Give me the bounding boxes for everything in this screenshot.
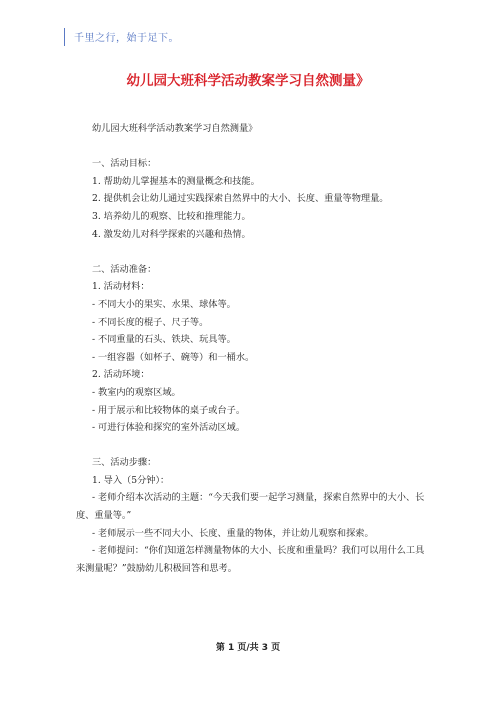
blank-line xyxy=(76,138,430,156)
list-item: - 不同大小的果实、水果、球体等。 xyxy=(92,298,236,310)
header-motto: 千里之行，始于足下。 xyxy=(74,33,179,44)
list-item: - 不同长度的棍子、尺子等。 xyxy=(92,316,209,328)
document-body xyxy=(76,120,430,577)
list-item: - 不同重量的石头、铁块、玩具等。 xyxy=(92,334,236,346)
header-divider xyxy=(64,28,65,46)
list-item: - 一组容器（如杯子、碗等）和一桶水。 xyxy=(92,351,255,363)
blank-line xyxy=(76,437,430,455)
list-item: 4. 激发幼儿对科学探索的兴趣和热情。 xyxy=(92,228,251,240)
list-item: - 老师介绍本次活动的主题：“今天我们要一起学习测量，探索自然界中的大小、长度、重量等。” xyxy=(76,492,425,522)
list-item: - 老师展示一些不同大小、长度、重量的物体，并让幼儿观察和探索。 xyxy=(92,527,374,539)
list-item: 1. 活动材料： xyxy=(92,281,150,293)
list-item: 1. 帮助幼儿掌握基本的测量概念和技能。 xyxy=(92,175,260,187)
section-heading: 一、活动目标： xyxy=(92,158,157,170)
list-item: 2. 活动环境： xyxy=(92,369,150,381)
blank-line xyxy=(76,243,430,261)
list-item: - 用于展示和比较物体的桌子或台子。 xyxy=(92,404,246,416)
section-heading: 三、活动步骤： xyxy=(92,457,157,469)
list-item: 2. 提供机会让幼儿通过实践探索自然界中的大小、长度、重量等物理量。 xyxy=(92,193,389,205)
list-item: - 可进行体验和探究的室外活动区域。 xyxy=(92,422,246,434)
list-item: - 老师提问：“你们知道怎样测量物体的大小、长度和重量吗？我们可以用什么工具来测量呢？”鼓励幼儿积极回答和思考。 xyxy=(76,545,425,574)
section-heading: 二、活动准备： xyxy=(92,263,157,275)
document-title: 幼儿园大班科学活动教案学习自然测量》 xyxy=(126,73,370,89)
list-item: 3. 培养幼儿的观察、比较和推理能力。 xyxy=(92,210,251,222)
page-footer: 第 1 页/共 3 页 xyxy=(215,643,281,653)
list-item: - 教室内的观察区域。 xyxy=(92,386,181,398)
list-item: 1. 导入（5分钟）： xyxy=(92,474,170,486)
paragraph: 幼儿园大班科学活动教案学习自然测量》 xyxy=(92,123,258,134)
